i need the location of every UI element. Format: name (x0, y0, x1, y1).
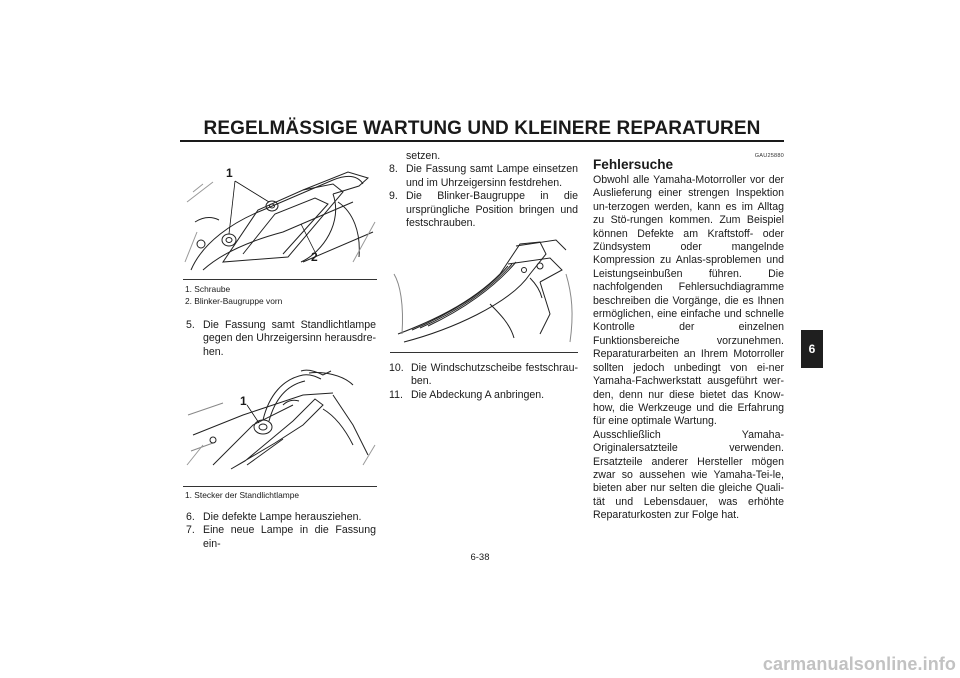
watermark: carmanualsonline.info (762, 654, 956, 674)
step-number: 11. (389, 388, 403, 401)
step-11 (389, 389, 578, 402)
figure-1-caption (185, 284, 375, 307)
step-7-continued (389, 150, 578, 163)
figure-2-caption (185, 490, 375, 502)
step-text: Die Windschutzscheibe festschrau-ben. (411, 362, 578, 388)
step-7 (186, 524, 376, 551)
figure-windshield (390, 234, 578, 344)
step-text: Die Abdeckung A anbringen. (411, 388, 545, 401)
callout-2: 2 (311, 250, 318, 264)
step-number: 9. (389, 190, 398, 203)
caption-item: 1. Stecker der Standlichtlampe (185, 490, 300, 500)
windshield-illustration (390, 234, 578, 344)
callout-1: 1 (226, 166, 233, 180)
step-number: 6. (186, 511, 195, 523)
step-number: 7. (186, 524, 195, 537)
middle-steps-bottom (389, 362, 578, 402)
page-number: 6-38 (470, 552, 490, 563)
figure-position-lamp-socket (183, 365, 377, 473)
section-heading: Fehlersuche (593, 157, 674, 172)
step-number: 5. (186, 319, 195, 331)
step-text: Die defekte Lampe herausziehen. (203, 511, 362, 523)
step-10 (389, 362, 578, 389)
step-number: 8. (389, 163, 398, 176)
step-text: setzen. (406, 150, 441, 162)
step-number: 10. (389, 362, 404, 374)
step-6 (186, 511, 376, 524)
caption-item: 1. Schraube (185, 284, 231, 294)
lamp-socket-illustration (183, 365, 377, 473)
step-text: Eine neue Lampe in die Fassung ein- (203, 524, 376, 550)
section-code: GAU25880 (754, 153, 784, 159)
chapter-tab: 6 (801, 330, 823, 368)
step-9 (389, 190, 578, 230)
step-8 (389, 163, 578, 190)
step-text: Die Fassung samt Lampe einsetzen und im Uhrzeigersinn festdrehen. (406, 163, 578, 189)
paragraph-1: Obwohl alle Yamaha-Motorroller vor der Auslieferung einer strengen Inspektion un-terzogen werden, kann es im Alltag zu Stö-rungen kommen. Zum Beispiel können Defekte am Kraftstoff- oder Zündsystem oder mangelnde Kompression zu Anlas-sproblemen und Leistungseinbußen führen. Die nachfolgenden Fehlersuchdiagramme beschreiben die Vorgänge, die es Ihnen ermöglichen, eine einfache und schnelle Kontrolle der einzelnen Funktionsbereiche vorzunehmen. Reparaturarbeiten an Ihrem Motorroller sollten jedoch unbedingt von ei-ner Yamaha-Fachwerkstatt ausgeführt wer-den, denn nur diese bietet das Know-how, die Werkzeuge und die Erfahrung für eine optimale Wartung. (593, 174, 784, 428)
step-text: Die Blinker-Baugruppe in die ursprüngliche Position bringen und festschrauben. (406, 190, 578, 230)
figure-1-rule (183, 279, 377, 280)
middle-steps-top (389, 150, 578, 230)
figure-turn-signal-assembly (183, 162, 377, 272)
section-body (593, 174, 784, 523)
header-rule (180, 140, 784, 142)
steps-6-7 (186, 511, 376, 551)
page-title: REGELMÄSSIGE WARTUNG UND KLEINERE REPARATUREN (203, 118, 761, 139)
paragraph-2: Ausschließlich Yamaha-Originalersatzteile verwenden. Ersatzteile anderer Hersteller mögen zwar so aussehen wie Yamaha-Tei-le, bieten aber nur selten die gleiche Quali-tät und Lebensdauer, was erhöhte Reparaturkosten zur Folge hat. (593, 428, 784, 522)
callout-1: 1 (240, 394, 247, 408)
step-5 (186, 319, 376, 359)
figure-2-rule (183, 486, 377, 487)
figure-3-rule (390, 352, 578, 353)
turn-signal-illustration (183, 162, 377, 272)
step-text: Die Fassung samt Standlichtlampe gegen den Uhrzeigersinn herausdre-hen. (203, 319, 376, 358)
caption-item: 2. Blinker-Baugruppe vorn (185, 295, 283, 306)
